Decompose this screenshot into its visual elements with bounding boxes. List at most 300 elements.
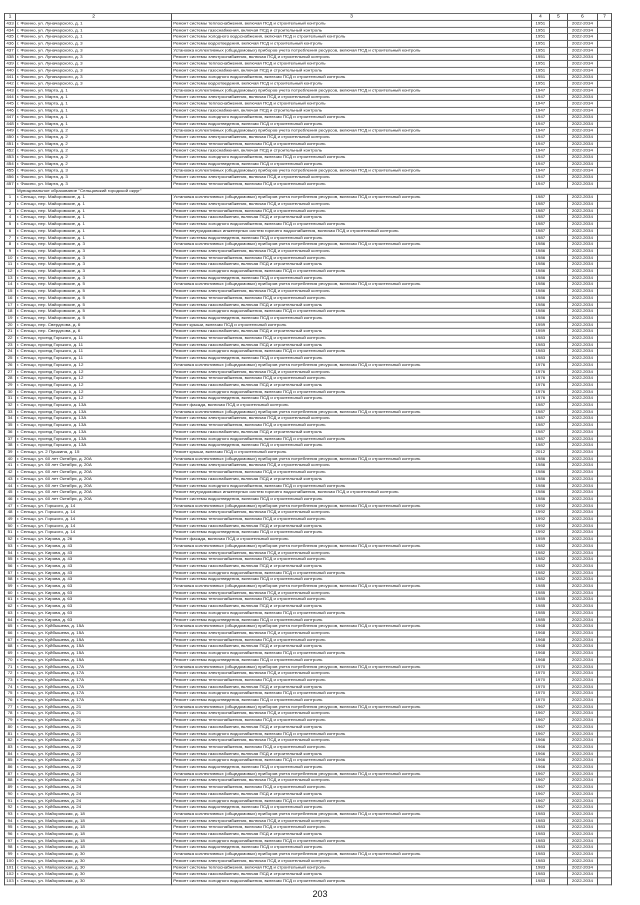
row-number: 456 bbox=[6, 174, 14, 180]
year-built-cell: 1986 bbox=[531, 268, 549, 275]
blank-cell bbox=[549, 811, 567, 818]
page-number: 203 bbox=[312, 889, 328, 899]
work-type-cell: Ремонт системы холодного водоснабжения, включая ПСД и строительный контроль bbox=[172, 349, 532, 356]
blank-cell bbox=[549, 275, 567, 282]
work-type-cell: Ремонт системы электроснабжения, включая ПСД и строительный контроль bbox=[172, 737, 532, 744]
address-cell: г. Сельцо, проезд Горького, д. 13А bbox=[16, 409, 172, 416]
year-built-cell: 1986 bbox=[531, 308, 549, 315]
blank-cell bbox=[549, 114, 567, 121]
period-cell: 2022-2034 bbox=[567, 87, 597, 94]
row-number: 61 bbox=[5, 597, 16, 604]
period-cell: 2022-2034 bbox=[567, 777, 597, 784]
table-row bbox=[5, 262, 612, 269]
address-cell: г. Сельцо, ул. Куйбышева, д. 22 bbox=[16, 737, 172, 744]
blank-cell bbox=[597, 355, 611, 362]
period-cell: 2022-2034 bbox=[567, 40, 597, 47]
period-cell: 2022-2034 bbox=[567, 858, 597, 865]
work-type-cell: Ремонт системы газоснабжения, включая ПСД и строительный контроль bbox=[172, 215, 532, 222]
blank-cell bbox=[549, 489, 567, 496]
blank-cell bbox=[597, 174, 611, 181]
table-row bbox=[5, 255, 612, 262]
blank-cell bbox=[549, 422, 567, 429]
table-row bbox=[5, 47, 612, 54]
period-cell: 2022-2034 bbox=[567, 476, 597, 483]
blank-cell bbox=[549, 784, 567, 791]
year-built-cell: 1986 bbox=[531, 483, 549, 490]
row-number: 100 bbox=[6, 858, 14, 863]
address-cell: г. Сельцо, ул. Куйбышева, д. 24 bbox=[16, 791, 172, 798]
address-cell: г. Сельцо, ул. Куйбышева, д. 24 bbox=[16, 797, 172, 804]
work-type-cell: Ремонт системы теплоснабжения, включая ПСД и строительный контроль bbox=[172, 864, 532, 871]
blank-cell bbox=[597, 27, 611, 34]
address-cell: г. Сельцо, ул. Кирова, д. 43 bbox=[16, 556, 172, 563]
row-number: 21 bbox=[5, 329, 16, 336]
year-built-cell: 1951 bbox=[531, 47, 549, 54]
period-cell: 2022-2034 bbox=[567, 663, 597, 670]
blank-cell bbox=[597, 670, 611, 677]
blank-cell bbox=[597, 422, 611, 429]
year-built-cell: 1968 bbox=[531, 630, 549, 637]
address-cell: г. Сельцо, ул. Майоровская, д. 30 bbox=[16, 851, 172, 858]
year-built-cell: 1970 bbox=[531, 684, 549, 691]
work-type-cell: Установка коллективных (общедомовых) приборов учета потребления ресурсов, включая ПСД и строительный контроль bbox=[172, 663, 532, 670]
table-row bbox=[5, 503, 612, 510]
table-row bbox=[5, 597, 612, 604]
row-number: 101 bbox=[6, 864, 14, 870]
work-type-cell: Установка коллективных (общедомовых) приборов учета потребления ресурсов, включая ПСД и строительный контроль bbox=[172, 623, 532, 630]
section-title: Муниципальное образование "Сельцовский городской округ" bbox=[16, 188, 612, 195]
period-cell: 2022-2034 bbox=[567, 101, 597, 108]
row-number: 1 bbox=[5, 195, 16, 202]
year-built-cell: 1951 bbox=[531, 27, 549, 34]
address-cell: г. Сельцо, ул. Куйбышева, д. 15А bbox=[16, 657, 172, 664]
period-cell: 2022-2034 bbox=[567, 47, 597, 54]
work-type-cell: Ремонт системы теплоснабжения, включая ПСД и строительный контроль bbox=[172, 824, 532, 831]
table-row bbox=[5, 737, 612, 744]
period-cell: 2022-2034 bbox=[567, 54, 597, 61]
blank-cell bbox=[597, 570, 611, 577]
row-number: 89 bbox=[5, 784, 16, 791]
table-row bbox=[5, 824, 612, 831]
work-type-cell: Ремонт системы холодного водоснабжения, включая ПСД и строительный контроль bbox=[172, 154, 532, 161]
period-cell: 2022-2034 bbox=[567, 818, 597, 825]
year-built-cell: 1947 bbox=[531, 101, 549, 108]
blank-cell bbox=[549, 134, 567, 141]
period-cell: 2022-2034 bbox=[567, 134, 597, 141]
year-built-cell: 1982 bbox=[531, 550, 549, 557]
period-cell: 2022-2034 bbox=[567, 456, 597, 463]
work-type-cell: Ремонт системы газоснабжения, включая ПСД и строительный контроль bbox=[172, 342, 532, 349]
table-row bbox=[5, 228, 612, 235]
blank-cell bbox=[597, 597, 611, 604]
row-number: 9 bbox=[5, 248, 16, 255]
period-cell: 2022-2034 bbox=[567, 556, 597, 563]
row-number: 80 bbox=[5, 724, 16, 731]
work-type-cell: Ремонт системы теплоснабжения, включая ПСД и строительный контроль bbox=[172, 181, 532, 188]
blank-cell bbox=[549, 764, 567, 771]
table-row bbox=[5, 295, 612, 302]
table-row bbox=[5, 697, 612, 704]
table-row bbox=[5, 302, 612, 309]
address-cell: г. Фокино, ул. Луначарского, д. 1 bbox=[16, 34, 172, 41]
year-built-cell: 2012 bbox=[531, 449, 549, 456]
blank-cell bbox=[549, 657, 567, 664]
year-built-cell: 1947 bbox=[531, 181, 549, 188]
period-cell: 2022-2034 bbox=[567, 402, 597, 409]
blank-cell bbox=[597, 757, 611, 764]
work-type-cell: Ремонт системы холодного водоснабжения, включая ПСД и строительный контроль bbox=[172, 308, 532, 315]
year-built-cell: 1947 bbox=[531, 121, 549, 128]
blank-cell bbox=[597, 610, 611, 617]
blank-cell bbox=[549, 476, 567, 483]
work-type-cell: Ремонт системы теплоснабжения, включая ПСД и строительный контроль bbox=[172, 516, 532, 523]
year-built-cell: 1983 bbox=[531, 858, 549, 865]
blank-cell bbox=[597, 576, 611, 583]
blank-cell bbox=[597, 643, 611, 650]
work-type-cell: Ремонт системы теплоснабжения, включая ПСД и строительный контроль bbox=[172, 101, 532, 108]
work-type-cell: Ремонт системы теплоснабжения, включая ПСД и строительный контроль bbox=[172, 255, 532, 262]
period-cell: 2022-2034 bbox=[567, 824, 597, 831]
col-header-2: 2 bbox=[16, 13, 172, 20]
work-type-cell: Ремонт системы холодного водоснабжения, включая ПСД и строительный контроль bbox=[172, 221, 532, 228]
blank-cell bbox=[597, 603, 611, 610]
table-row bbox=[5, 476, 612, 483]
work-type-cell: Ремонт системы водоотведения, включая ПСД и строительный контроль bbox=[172, 121, 532, 128]
work-type-cell: Ремонт системы электроснабжения, включая ПСД и строительный контроль bbox=[172, 670, 532, 677]
blank-cell bbox=[597, 107, 611, 114]
work-type-cell: Ремонт системы газоснабжения, включая ПСД и строительный контроль bbox=[172, 476, 532, 483]
blank-cell bbox=[597, 74, 611, 81]
work-type-cell: Установка коллективных (общедомовых) приборов учета потребления ресурсов, включая ПСД и строительный контроль bbox=[172, 583, 532, 590]
blank-cell bbox=[549, 442, 567, 449]
year-built-cell: 1986 bbox=[531, 255, 549, 262]
blank-cell bbox=[549, 710, 567, 717]
period-cell: 2022-2034 bbox=[567, 744, 597, 751]
period-cell: 2022-2034 bbox=[567, 342, 597, 349]
blank-cell bbox=[549, 255, 567, 262]
blank-cell bbox=[549, 349, 567, 356]
blank-cell bbox=[549, 201, 567, 208]
blank-cell bbox=[597, 509, 611, 516]
address-cell: г. Фокино, ул. Марта, д. 3 bbox=[16, 168, 172, 175]
year-built-cell: 1982 bbox=[531, 563, 549, 570]
address-cell: г. Сельцо, проезд Горького, д. 11 bbox=[16, 342, 172, 349]
table-row bbox=[5, 168, 612, 175]
row-number: 71 bbox=[5, 663, 16, 670]
address-cell: г. Фокино, ул. Луначарского, д. 3 bbox=[16, 74, 172, 81]
work-type-cell: Ремонт системы электроснабжения, включая ПСД и строительный контроль bbox=[172, 463, 532, 470]
work-type-cell: Ремонт системы холодного водоснабжения, включая ПСД и строительный контроль bbox=[172, 838, 532, 845]
blank-cell bbox=[549, 355, 567, 362]
table-row bbox=[5, 416, 612, 423]
year-built-cell: 1992 bbox=[531, 530, 549, 537]
blank-cell bbox=[549, 74, 567, 81]
address-cell: г. Сельцо, ул. 2 Пушкина, д. 15 bbox=[16, 449, 172, 456]
blank-cell bbox=[549, 81, 567, 88]
blank-cell bbox=[597, 650, 611, 657]
blank-cell bbox=[597, 684, 611, 691]
address-cell: г. Сельцо, ул. Майоровская, д. 30 bbox=[16, 871, 172, 878]
blank-cell bbox=[5, 188, 16, 195]
work-type-cell: Ремонт системы теплоснабжения, включая ПСД и строительный контроль bbox=[172, 784, 532, 791]
column-number-header-row bbox=[5, 13, 612, 20]
period-cell: 2022-2034 bbox=[567, 141, 597, 148]
row-number: 36 bbox=[5, 429, 16, 436]
year-built-cell: 1947 bbox=[531, 141, 549, 148]
row-number: 447 bbox=[6, 114, 14, 119]
year-built-cell: 1947 bbox=[531, 174, 549, 181]
row-number: 442 bbox=[6, 81, 14, 86]
row-number: 87 bbox=[5, 771, 16, 778]
row-number: 8 bbox=[5, 241, 16, 248]
row-number: 18 bbox=[5, 308, 16, 315]
address-cell: г. Фокино, ул. Луначарского, д. 3 bbox=[16, 40, 172, 47]
row-number: 52 bbox=[5, 536, 16, 543]
blank-cell bbox=[597, 255, 611, 262]
period-cell: 2022-2034 bbox=[567, 429, 597, 436]
address-cell: г. Фокино, ул. Марта, д. 1 bbox=[16, 114, 172, 121]
work-type-cell: Ремонт системы электроснабжения, включая ПСД и строительный контроль bbox=[172, 818, 532, 825]
blank-cell bbox=[549, 195, 567, 202]
row-number: 79 bbox=[5, 717, 16, 724]
table-row bbox=[5, 349, 612, 356]
table-row bbox=[5, 570, 612, 577]
table-row bbox=[5, 543, 612, 550]
year-built-cell: 1985 bbox=[531, 583, 549, 590]
address-cell: г. Фокино, ул. Марта, д. 1 bbox=[16, 87, 172, 94]
row-number: 75 bbox=[5, 690, 16, 697]
table-row bbox=[5, 516, 612, 523]
blank-cell bbox=[597, 811, 611, 818]
blank-cell bbox=[549, 597, 567, 604]
blank-cell bbox=[549, 87, 567, 94]
period-cell: 2022-2034 bbox=[567, 154, 597, 161]
table-row bbox=[5, 34, 612, 41]
address-cell: г. Фокино, ул. Марта, д. 2 bbox=[16, 141, 172, 148]
address-cell: г. Сельцо, ул. Кирова, д. 63 bbox=[16, 583, 172, 590]
row-number: 78 bbox=[5, 710, 16, 717]
row-number: 84 bbox=[5, 751, 16, 758]
section-row bbox=[5, 188, 612, 195]
period-cell: 2022-2034 bbox=[567, 717, 597, 724]
period-cell: 2022-2034 bbox=[567, 697, 597, 704]
table-row bbox=[5, 851, 612, 858]
table-row bbox=[5, 757, 612, 764]
row-number: 66 bbox=[5, 630, 16, 637]
table-row bbox=[5, 623, 612, 630]
row-number: 15 bbox=[5, 288, 16, 295]
blank-cell bbox=[597, 235, 611, 242]
period-cell: 2022-2034 bbox=[567, 864, 597, 871]
blank-cell bbox=[549, 141, 567, 148]
address-cell: г. Сельцо, ул. 60 лет Октября, д. 20А bbox=[16, 489, 172, 496]
work-type-cell: Ремонт системы холодного водоснабжения, включая ПСД и строительный контроль bbox=[172, 436, 532, 443]
work-type-cell: Ремонт системы водоотведения, включая ПСД и строительный контроль bbox=[172, 396, 532, 403]
blank-cell bbox=[549, 315, 567, 322]
work-type-cell: Ремонт системы электроснабжения, включая ПСД и строительный контроль bbox=[172, 94, 532, 101]
address-cell: г. Сельцо, ул. Кирова, д. 63 bbox=[16, 597, 172, 604]
blank-cell bbox=[549, 61, 567, 68]
work-type-cell: Ремонт системы электроснабжения, включая ПСД и строительный контроль bbox=[172, 509, 532, 516]
col-header-7: 7 bbox=[597, 13, 611, 20]
work-type-cell: Ремонт системы теплоснабжения, включая ПСД и строительный контроль bbox=[172, 717, 532, 724]
address-cell: г. Сельцо, ул. Куйбышева, д. 24 bbox=[16, 784, 172, 791]
blank-cell bbox=[597, 128, 611, 135]
address-cell: г. Фокино, ул. Марта, д. 2 bbox=[16, 148, 172, 155]
work-type-cell: Установка коллективных (общедомовых) приборов учета потребления ресурсов, включая ПСД и строительный контроль bbox=[172, 241, 532, 248]
blank-cell bbox=[597, 241, 611, 248]
work-type-cell: Ремонт системы теплоснабжения, включая ПСД и строительный контроль bbox=[172, 556, 532, 563]
year-built-cell: 1951 bbox=[531, 74, 549, 81]
blank-cell bbox=[549, 583, 567, 590]
period-cell: 2022-2034 bbox=[567, 449, 597, 456]
work-type-cell: Ремонт системы электроснабжения, включая ПСД и строительный контроль bbox=[172, 777, 532, 784]
address-cell: г. Сельцо, пер. Майоровские, д. 3 bbox=[16, 255, 172, 262]
table-row bbox=[5, 878, 612, 885]
work-type-cell: Ремонт системы газоснабжения, включая ПСД и строительный контроль bbox=[172, 27, 532, 34]
period-cell: 2022-2034 bbox=[567, 308, 597, 315]
blank-cell bbox=[597, 208, 611, 215]
blank-cell bbox=[597, 489, 611, 496]
blank-cell bbox=[549, 871, 567, 878]
row-number: 35 bbox=[5, 422, 16, 429]
blank-cell bbox=[549, 777, 567, 784]
table-row bbox=[5, 463, 612, 470]
table-row bbox=[5, 777, 612, 784]
address-cell: г. Фокино, ул. Марта, д. 1 bbox=[16, 107, 172, 114]
address-cell: г. Фокино, ул. Луначарского, д. 3 bbox=[16, 54, 172, 61]
work-type-cell: Ремонт системы газоснабжения, включая ПСД и строительный контроль bbox=[172, 643, 532, 650]
row-number: 86 bbox=[5, 764, 16, 771]
address-cell: г. Сельцо, проезд Горького, д. 12 bbox=[16, 389, 172, 396]
address-cell: г. Фокино, ул. Марта, д. 1 bbox=[16, 101, 172, 108]
row-number: 5 bbox=[5, 221, 16, 228]
table-row bbox=[5, 315, 612, 322]
table-row bbox=[5, 751, 612, 758]
period-cell: 2022-2034 bbox=[567, 275, 597, 282]
work-type-cell: Ремонт системы теплоснабжения, включая ПСД и строительный контроль bbox=[172, 597, 532, 604]
table-row bbox=[5, 128, 612, 135]
blank-cell bbox=[597, 724, 611, 731]
work-type-cell: Установка коллективных (общедомовых) приборов учета потребления ресурсов, включая ПСД и строительный контроль bbox=[172, 87, 532, 94]
table-row bbox=[5, 208, 612, 215]
row-number: 33 bbox=[5, 409, 16, 416]
work-type-cell: Ремонт системы холодного водоснабжения, включая ПСД и строительный контроль bbox=[172, 797, 532, 804]
blank-cell bbox=[597, 663, 611, 670]
address-cell: г. Сельцо, ул. Горького, д. 14 bbox=[16, 530, 172, 537]
period-cell: 2022-2034 bbox=[567, 27, 597, 34]
row-number: 34 bbox=[5, 416, 16, 423]
address-cell: г. Сельцо, проезд Горького, д. 12 bbox=[16, 396, 172, 403]
work-type-cell: Ремонт системы газоснабжения, включая ПСД и строительный контроль bbox=[172, 603, 532, 610]
period-cell: 2022-2034 bbox=[567, 831, 597, 838]
work-type-cell: Установка коллективных (общедомовых) приборов учета потребления ресурсов, включая ПСД и строительный контроль bbox=[172, 771, 532, 778]
period-cell: 2022-2034 bbox=[567, 201, 597, 208]
period-cell: 2022-2034 bbox=[567, 288, 597, 295]
blank-cell bbox=[597, 382, 611, 389]
blank-cell bbox=[597, 369, 611, 376]
address-cell: г. Сельцо, проезд Горького, д. 12 bbox=[16, 362, 172, 369]
blank-cell bbox=[597, 67, 611, 74]
table-row bbox=[5, 530, 612, 537]
table-row bbox=[5, 730, 612, 737]
row-number: 49 bbox=[5, 516, 16, 523]
blank-cell bbox=[597, 436, 611, 443]
address-cell: г. Сельцо, ул. Горького, д. 14 bbox=[16, 516, 172, 523]
year-built-cell: 1967 bbox=[531, 710, 549, 717]
year-built-cell: 1983 bbox=[531, 818, 549, 825]
address-cell: г. Сельцо, ул. 60 лет Октября, д. 20А bbox=[16, 476, 172, 483]
year-built-cell: 1983 bbox=[531, 878, 549, 885]
blank-cell bbox=[549, 684, 567, 691]
table-row bbox=[5, 201, 612, 208]
year-built-cell: 1985 bbox=[531, 603, 549, 610]
blank-cell bbox=[597, 308, 611, 315]
year-built-cell: 1947 bbox=[531, 134, 549, 141]
address-cell: г. Сельцо, ул. Куйбышева, д. 17А bbox=[16, 697, 172, 704]
table-row bbox=[5, 717, 612, 724]
blank-cell bbox=[549, 838, 567, 845]
address-cell: г. Фокино, ул. Луначарского, д. 3 bbox=[16, 61, 172, 68]
blank-cell bbox=[597, 771, 611, 778]
table-row bbox=[5, 684, 612, 691]
period-cell: 2022-2034 bbox=[567, 422, 597, 429]
year-built-cell: 1976 bbox=[531, 375, 549, 382]
period-cell: 2022-2034 bbox=[567, 81, 597, 88]
blank-cell bbox=[597, 844, 611, 851]
blank-cell bbox=[549, 831, 567, 838]
address-cell: г. Сельцо, пер. Майоровские, д. 1 bbox=[16, 195, 172, 202]
year-built-cell: 1983 bbox=[531, 851, 549, 858]
work-type-cell: Ремонт системы теплоснабжения, включая ПСД и строительный контроль bbox=[172, 637, 532, 644]
year-built-cell: 1947 bbox=[531, 107, 549, 114]
year-built-cell: 1976 bbox=[531, 396, 549, 403]
work-type-cell: Ремонт системы газоснабжения, включая ПСД и строительный контроль bbox=[172, 262, 532, 269]
address-cell: г. Сельцо, пер. Майоровские, д. 1 bbox=[16, 201, 172, 208]
period-cell: 2022-2034 bbox=[567, 509, 597, 516]
year-built-cell: 1987 bbox=[531, 195, 549, 202]
year-built-cell: 1983 bbox=[531, 824, 549, 831]
period-cell: 2022-2034 bbox=[567, 851, 597, 858]
work-type-cell: Ремонт системы электроснабжения, включая ПСД и строительный контроль bbox=[172, 248, 532, 255]
capital-repair-table bbox=[4, 13, 612, 885]
period-cell: 2022-2034 bbox=[567, 550, 597, 557]
blank-cell bbox=[597, 764, 611, 771]
work-type-cell: Ремонт системы теплоснабжения, включая ПСД и строительный контроль bbox=[172, 295, 532, 302]
blank-cell bbox=[597, 54, 611, 61]
work-type-cell: Ремонт системы электроснабжения, включая ПСД и строительный контроль bbox=[172, 201, 532, 208]
address-cell: г. Сельцо, пер. Майоровские, д. 1 bbox=[16, 208, 172, 215]
table-row bbox=[5, 804, 612, 811]
table-row bbox=[5, 241, 612, 248]
blank-cell bbox=[597, 61, 611, 68]
blank-cell bbox=[597, 590, 611, 597]
year-built-cell: 1967 bbox=[531, 730, 549, 737]
table-row bbox=[5, 797, 612, 804]
year-built-cell: 1983 bbox=[531, 349, 549, 356]
work-type-cell: Ремонт системы холодного водоснабжения, включая ПСД и строительный контроль bbox=[172, 650, 532, 657]
address-cell: г. Сельцо, ул. Куйбышева, д. 22 bbox=[16, 764, 172, 771]
blank-cell bbox=[549, 94, 567, 101]
address-cell: г. Сельцо, проезд Горького, д. 13А bbox=[16, 416, 172, 423]
work-type-cell: Ремонт системы холодного водоснабжения, включая ПСД и строительный контроль bbox=[172, 74, 532, 81]
blank-cell bbox=[597, 87, 611, 94]
blank-cell bbox=[549, 704, 567, 711]
year-built-cell: 1967 bbox=[531, 704, 549, 711]
year-built-cell: 1968 bbox=[531, 623, 549, 630]
year-built-cell: 1983 bbox=[531, 811, 549, 818]
blank-cell bbox=[549, 456, 567, 463]
